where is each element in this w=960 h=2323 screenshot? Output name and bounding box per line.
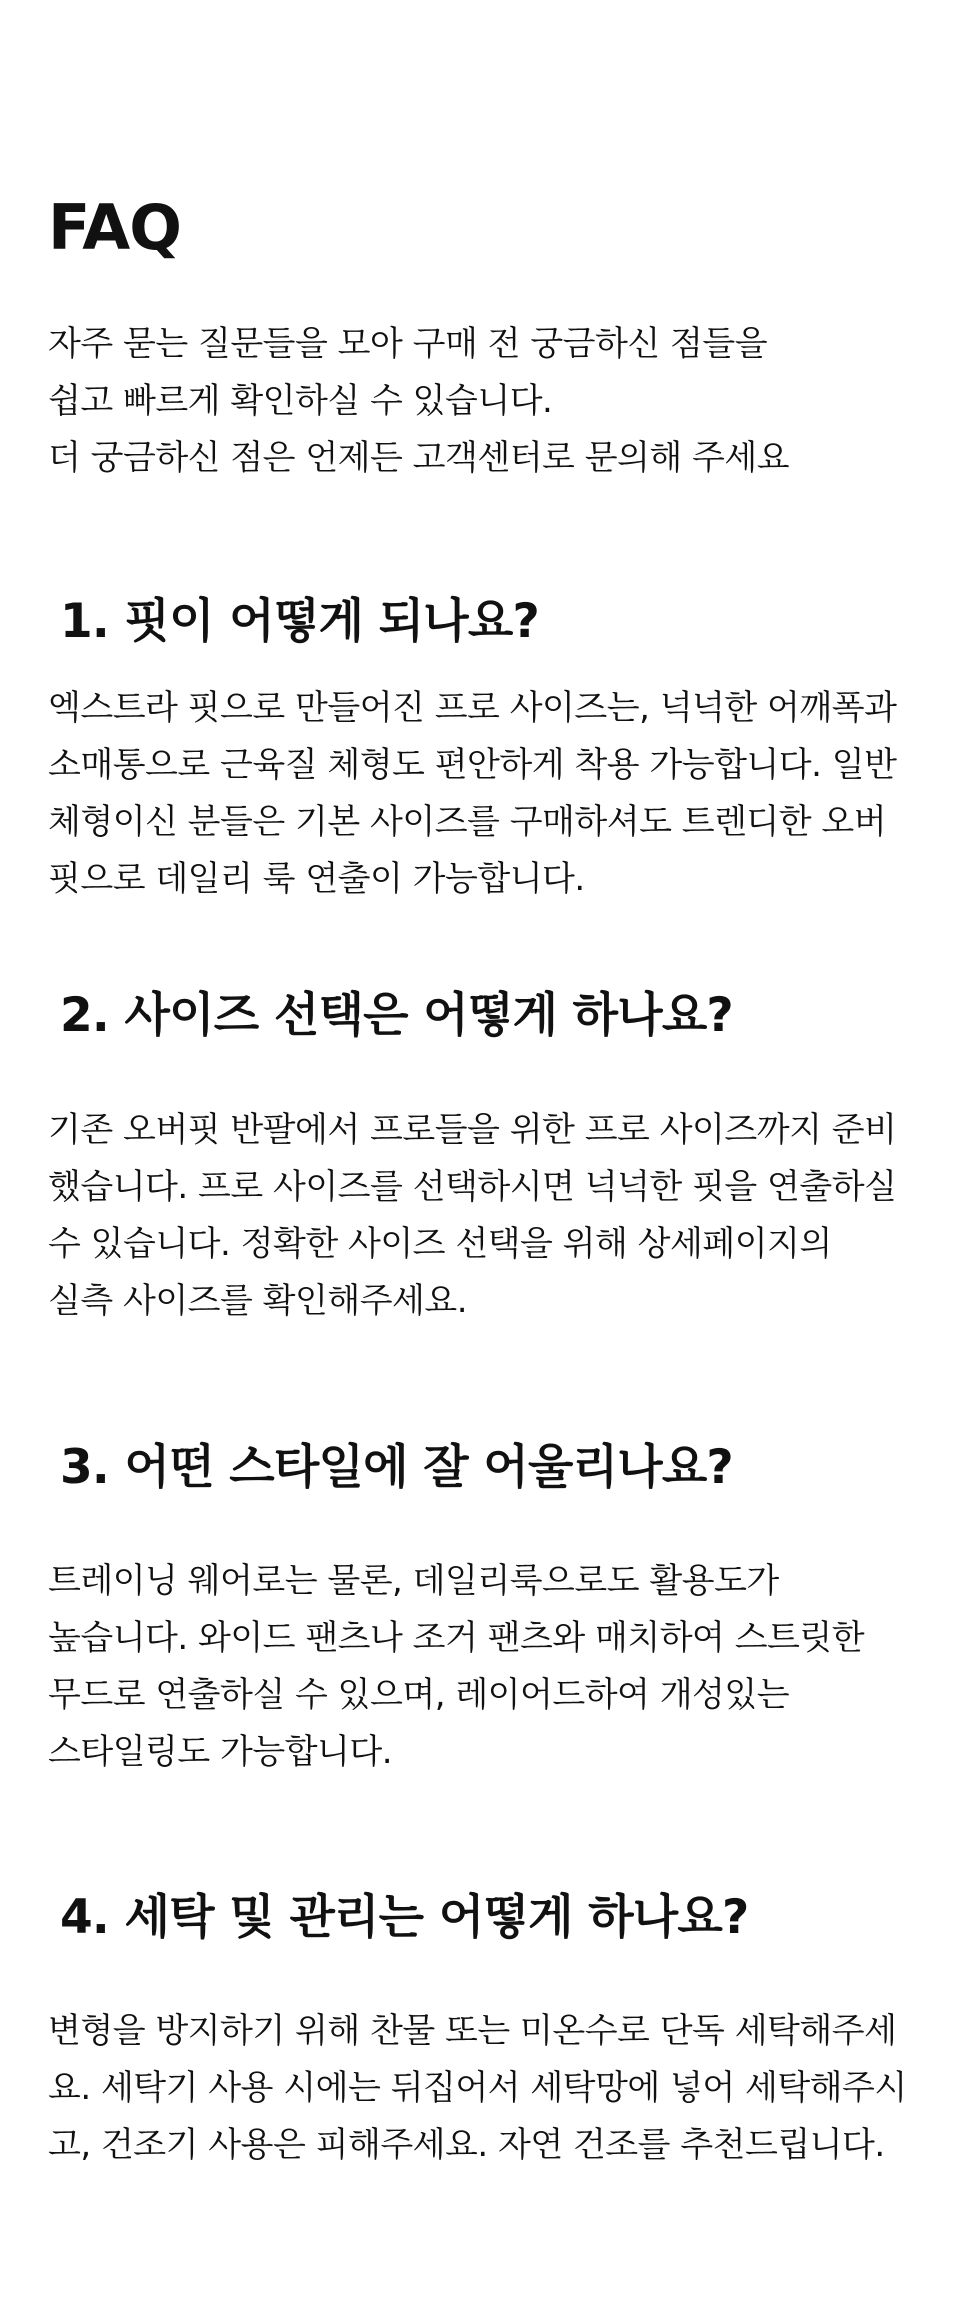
answer-line: 고, 건조기 사용은 피해주세요. 자연 건조를 추천드립니다.: [48, 2125, 885, 2165]
answer-line: 높습니다. 와이드 팬츠나 조거 팬츠와 매치하여 스트릿한: [48, 1618, 865, 1658]
intro-line: 쉽고 빠르게 확인하실 수 있습니다.: [48, 381, 553, 421]
faq-answer-4: [48, 2003, 918, 2174]
answer-line: 변형을 방지하기 위해 찬물 또는 미온수로 단독 세탁해주세: [48, 2011, 897, 2051]
intro-text: [48, 316, 908, 487]
faq-answer-3: [48, 1553, 918, 1781]
answer-line: 엑스트라 핏으로 만들어진 프로 사이즈는, 넉넉한 어깨폭과: [48, 688, 897, 728]
answer-line: 수 있습니다. 정확한 사이즈 선택을 위해 상세페이지의: [48, 1224, 832, 1264]
faq-answer-2: [48, 1102, 918, 1330]
answer-line: 소매통으로 근육질 체형도 편안하게 착용 가능합니다. 일반: [48, 745, 897, 785]
answer-line: 했습니다. 프로 사이즈를 선택하시면 넉넉한 핏을 연출하실: [48, 1167, 897, 1207]
page-title: FAQ: [48, 191, 181, 264]
answer-line: 기존 오버핏 반팔에서 프로들을 위한 프로 사이즈까지 준비: [48, 1110, 897, 1150]
faq-question-2: 2. 사이즈 선택은 어떻게 하나요?: [60, 988, 733, 1043]
answer-line: 핏으로 데일리 룩 연출이 가능합니다.: [48, 859, 585, 899]
faq-question-3: 3. 어떤 스타일에 잘 어울리나요?: [60, 1440, 733, 1495]
answer-line: 요. 세탁기 사용 시에는 뒤집어서 세탁망에 넣어 세탁해주시: [48, 2068, 907, 2108]
answer-line: 무드로 연출하실 수 있으며, 레이어드하여 개성있는: [48, 1675, 790, 1715]
intro-line: 더 궁금하신 점은 언제든 고객센터로 문의해 주세요: [48, 438, 790, 478]
intro-line: 자주 묻는 질문들을 모아 구매 전 궁금하신 점들을: [48, 324, 768, 364]
faq-answer-1: [48, 680, 918, 908]
faq-question-4: 4. 세탁 및 관리는 어떻게 하나요?: [60, 1890, 749, 1945]
answer-line: 스타일링도 가능합니다.: [48, 1732, 393, 1772]
faq-question-1: 1. 핏이 어떻게 되나요?: [60, 594, 539, 649]
answer-line: 체형이신 분들은 기본 사이즈를 구매하셔도 트렌디한 오버: [48, 802, 887, 842]
answer-line: 트레이닝 웨어로는 물론, 데일리룩으로도 활용도가: [48, 1561, 779, 1601]
answer-line: 실측 사이즈를 확인해주세요.: [48, 1281, 468, 1321]
